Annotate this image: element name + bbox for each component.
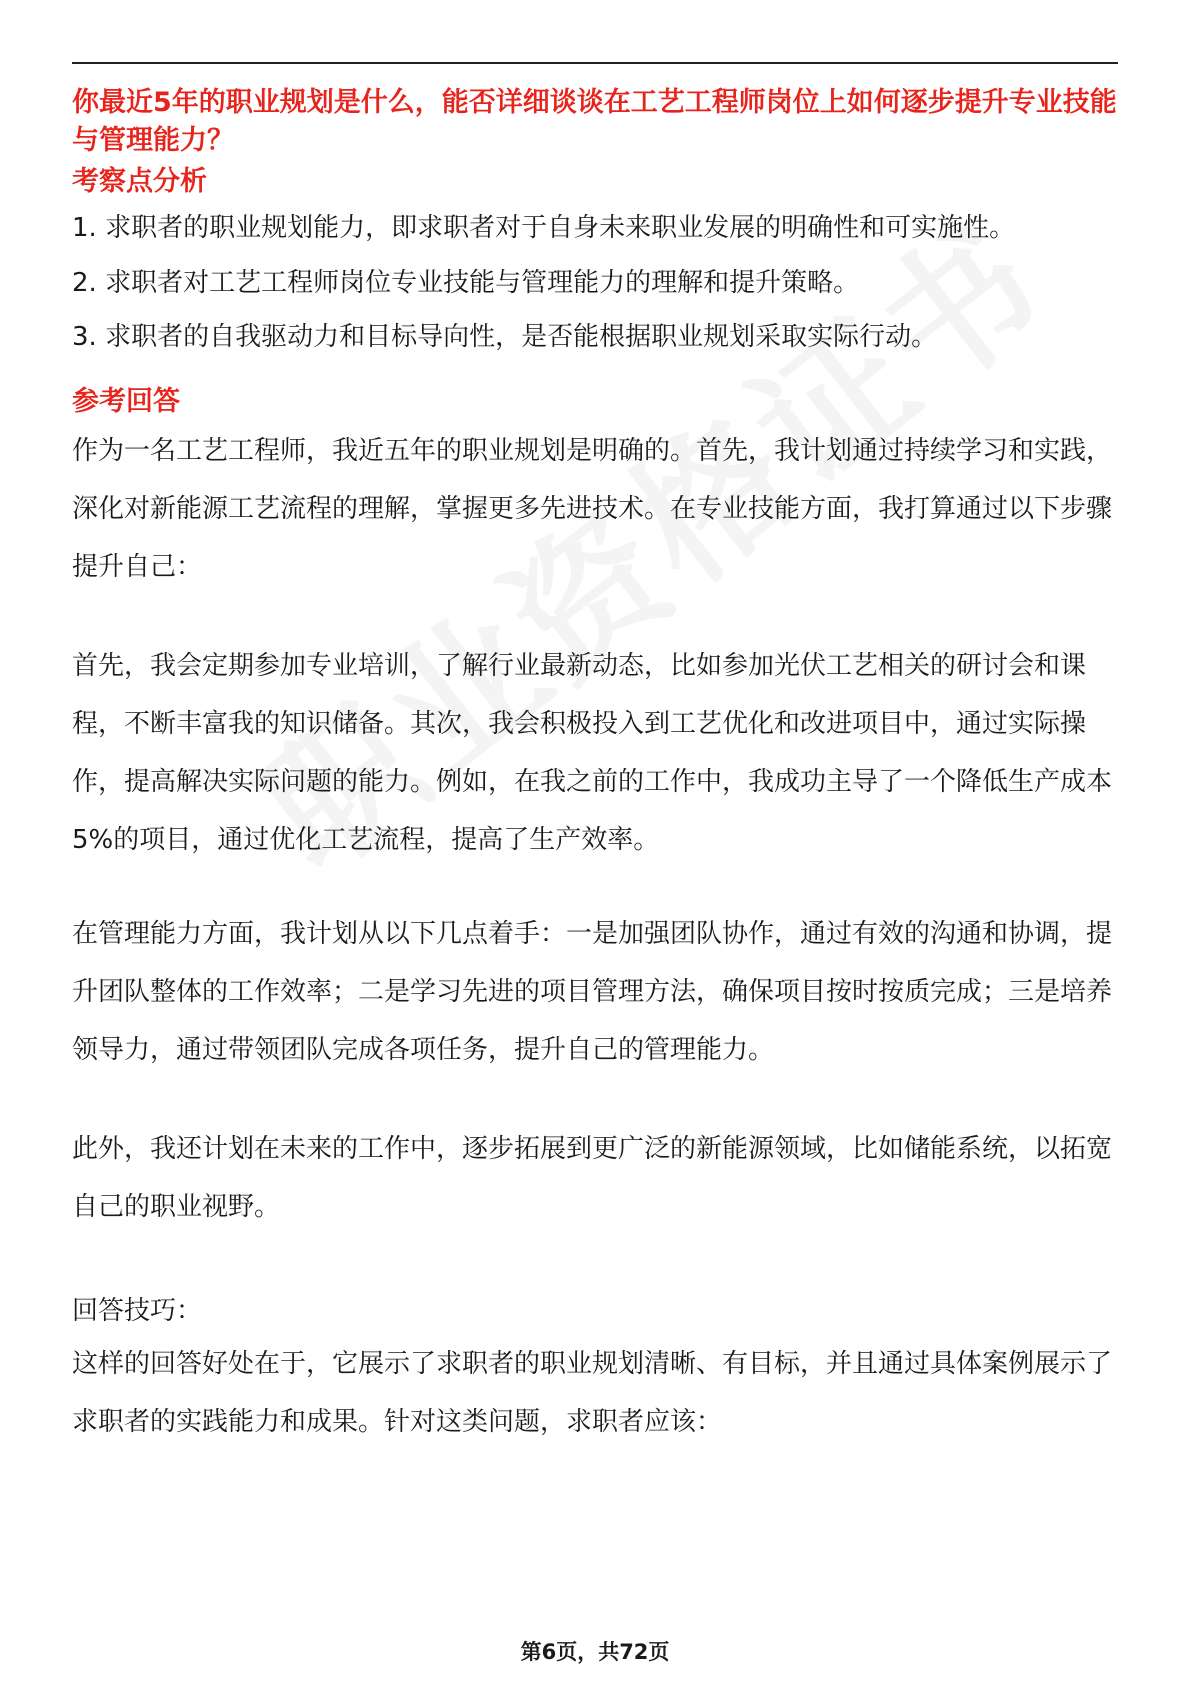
answer-paragraph-2: 首先，我会定期参加专业培训，了解行业最新动态，比如参加光伏工艺相关的研讨会和课程，不断丰富我的知识储备。其次，我会积极投入到工艺优化和改进项目中，通过实际操作，提高解决实际问题的能力。例如，在我之前的工作中，我成功主导了一个降低生产成本5%的项目，通过优化工艺流程，提高了生产效率。 bbox=[72, 651, 1113, 855]
analysis-point-2: 2. 求职者对工艺工程师岗位专业技能与管理能力的理解和提升策略。 bbox=[72, 268, 860, 298]
answer-paragraph-1: 作为一名工艺工程师，我近五年的职业规划是明确的。首先，我计划通过持续学习和实践，深化对新能源工艺流程的理解，掌握更多先进技术。在专业技能方面，我打算通过以下步骤提升自己： bbox=[72, 436, 1113, 582]
answer-paragraph-3: 在管理能力方面，我计划从以下几点着手：一是加强团队协作，通过有效的沟通和协调，提升团队整体的工作效率；二是学习先进的项目管理方法，确保项目按时按质完成；三是培养领导力，通过带领团队完成各项任务，提升自己的管理能力。 bbox=[72, 919, 1113, 1065]
page-number: 第6页，共72页 bbox=[520, 1640, 670, 1664]
analysis-point-1: 1. 求职者的职业规划能力，即求职者对于自身未来职业发展的明确性和可实施性。 bbox=[72, 213, 1016, 243]
answer-paragraph-4: 此外，我还计划在未来的工作中，逐步拓展到更广泛的新能源领域，比如储能系统，以拓宽自己的职业视野。 bbox=[72, 1134, 1113, 1222]
analysis-point-3: 3. 求职者的自我驱动力和目标导向性，是否能根据职业规划采取实际行动。 bbox=[72, 322, 938, 352]
answer-title: 参考回答 bbox=[72, 386, 180, 417]
top-divider bbox=[72, 62, 1118, 64]
interview-question: 你最近5年的职业规划是什么，能否详细谈谈在工艺工程师岗位上如何逐步提升专业技能与管理能力？ bbox=[72, 87, 1117, 156]
analysis-title: 考察点分析 bbox=[72, 166, 207, 197]
tips-title: 回答技巧： bbox=[72, 1296, 203, 1326]
tips-text: 这样的回答好处在于，它展示了求职者的职业规划清晰、有目标，并且通过具体案例展示了求职者的实践能力和成果。针对这类问题，求职者应该： bbox=[72, 1349, 1113, 1437]
